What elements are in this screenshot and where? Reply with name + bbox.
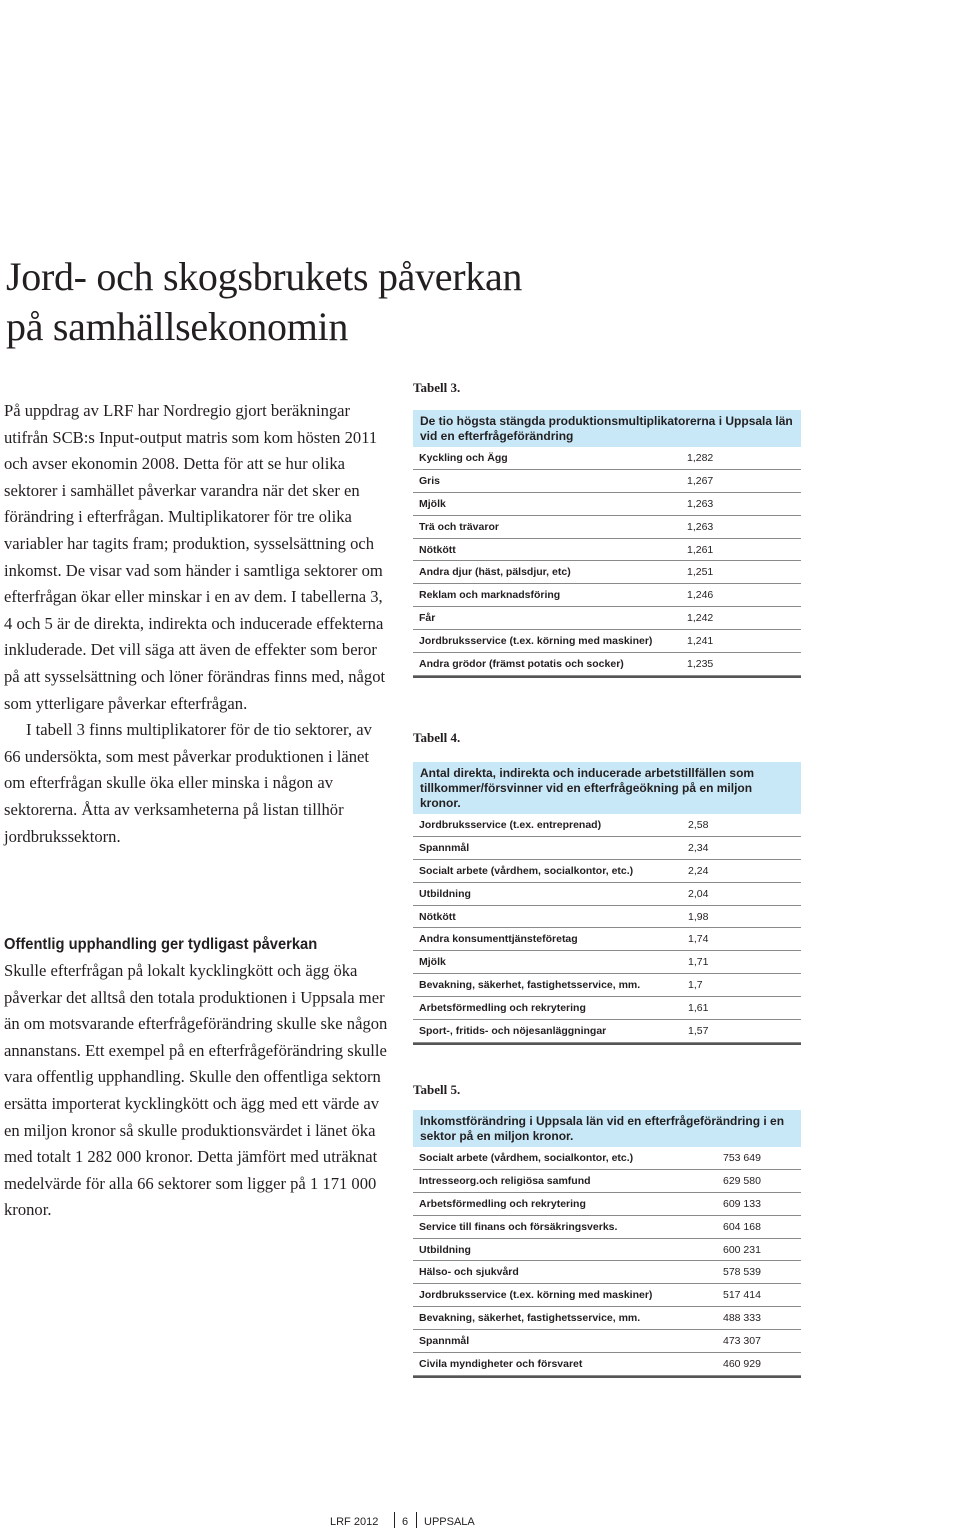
table5 (413, 1110, 801, 1378)
table-row (413, 584, 801, 607)
table-row (413, 1239, 801, 1262)
row-label: Socialt arbete (vårdhem, socialkontor, etc.) (419, 864, 634, 877)
table5-label: Tabell 5. (413, 1082, 461, 1097)
table-row (413, 1261, 801, 1284)
intro-paragraph-1: På uppdrag av LRF har Nordregio gjort beräkningar utifrån SCB:s Input-output matris som kom hösten 2011 och avser ekonomin 2008. Detta för att se hur olika sektorer i samhället påverkar varandra när det sker en förändring i efterfrågan. Multiplikatorer för tre olika variabler har tagits fram; produktion, sysselsättning och inkomst. De visar vad som händer i samtliga sektorer om efterfrågan ökar eller minskar i en av dem. I tabellerna 3, 4 och 5 är de direkta, indirekta och inducerade effekterna inkluderade. Det vill säga att även de effekter som beror på att sysselsättning och löner förändras finns med, något som ytterligare påverkar efterfrågan. (4, 401, 386, 713)
table-row (413, 493, 801, 516)
table-row (413, 539, 801, 562)
table3-heading: De tio högsta stängda produktionsmultiplikatorerna i Uppsala län vid en efterfrågeförändring (413, 410, 801, 447)
row-label: Mjölk (419, 956, 446, 969)
table-row (413, 1330, 801, 1353)
row-value: 1,246 (687, 589, 714, 602)
table-row (413, 1307, 801, 1330)
table3-label: Tabell 3. (413, 380, 461, 395)
row-label: Socialt arbete (vårdhem, socialkontor, etc.) (419, 1151, 634, 1164)
row-label: Sport-, fritids- och nöjesanläggningar (419, 1024, 607, 1037)
table-row (413, 653, 801, 676)
row-value: 629 580 (723, 1174, 761, 1187)
row-label: Får (419, 612, 436, 625)
table-row (413, 837, 801, 860)
row-value: 1,71 (688, 956, 709, 969)
row-label: Jordbruksservice (t.ex. körning med maskiner) (419, 635, 653, 648)
table-row (413, 516, 801, 539)
row-label: Andra konsumenttjänsteföretag (419, 933, 578, 946)
row-label: Trä och trävaror (419, 520, 499, 533)
table4 (413, 762, 801, 1045)
row-value: 1,251 (687, 566, 714, 579)
table-row (413, 1147, 801, 1170)
table-row (413, 1020, 801, 1043)
row-value: 1,7 (688, 979, 703, 992)
row-value: 517 414 (723, 1289, 761, 1302)
row-label: Kyckling och Ägg (419, 451, 508, 464)
table-row (413, 814, 801, 837)
row-label: Bevakning, säkerhet, fastighetsservice, mm. (419, 979, 641, 992)
table-row (413, 447, 801, 470)
page-title-line2: på samhällsekonomin (6, 304, 349, 349)
section-body: Skulle efterfrågan på lokalt kycklingkött och ägg öka påverkar det alltså den totala produktionen i Uppsala mer än om motsvarande efterfrågeförändring skulle ske någon annanstans. Ett exempel på en efterfrågeförändring skulle vara offentlig upphandling. Skulle den offentliga sektorn ersätta importerat kycklingkött och ägg med ett värde av en miljon kronor så skulle produktionsvärdet i länet öka med totalt 1 282 000 kronor. Detta jämfört med uträknat medelvärde för alla 66 sektorer som ligger på 1 171 000 kronor. (4, 961, 388, 1220)
table-row (413, 561, 801, 584)
row-value: 1,57 (688, 1024, 709, 1037)
row-label: Arbetsförmedling och rekrytering (419, 1002, 586, 1015)
table-row (413, 997, 801, 1020)
table-row (413, 860, 801, 883)
table3-body (413, 447, 801, 678)
table-row (413, 470, 801, 493)
footer-region: UPPSALA (424, 1516, 475, 1528)
row-value: 1,282 (687, 451, 714, 464)
row-value: 1,241 (687, 635, 714, 648)
table-row (413, 1284, 801, 1307)
row-value: 488 333 (723, 1312, 761, 1325)
row-value: 1,74 (688, 933, 709, 946)
table-row (413, 1353, 801, 1376)
intro-paragraph-2: I tabell 3 finns multiplikatorer för de tio sektorer, av 66 undersökta, som mest påverkar produktionen i länet om efterfrågan skulle öka eller minska i någon av sektorerna. Åtta av verksamheterna på listan tillhör jordbrukssektorn. (4, 720, 372, 846)
row-label: Nötkött (419, 543, 456, 556)
row-value: 1,61 (688, 1002, 709, 1015)
row-label: Reklam och marknadsföring (419, 589, 561, 602)
table-row (413, 883, 801, 906)
row-value: 2,58 (688, 818, 709, 831)
table-row (413, 630, 801, 653)
table-row (413, 928, 801, 951)
row-label: Hälso- och sjukvård (419, 1266, 519, 1279)
row-label: Utbildning (419, 1243, 471, 1256)
row-value: 2,04 (688, 887, 709, 900)
row-value: 1,98 (688, 910, 709, 923)
table4-heading: Antal direkta, indirekta och inducerade arbetstillfällen som tillkommer/försvinner vid en efterfrågeökning på en miljon kronor. (413, 762, 801, 814)
row-value: 460 929 (723, 1357, 761, 1370)
intro-text (4, 398, 392, 850)
row-value: 2,24 (688, 864, 709, 877)
row-value: 1,267 (687, 474, 714, 487)
row-value: 1,261 (687, 543, 714, 556)
table3 (413, 410, 801, 678)
row-label: Service till finans och försäkringsverks. (419, 1220, 618, 1233)
row-value: 578 539 (723, 1266, 761, 1279)
page-title-line1: Jord- och skogsbrukets påverkan (6, 254, 523, 299)
row-label: Arbetsförmedling och rekrytering (419, 1197, 586, 1210)
row-value: 1,263 (687, 520, 714, 533)
row-value: 1,242 (687, 612, 714, 625)
row-label: Andra grödor (främst potatis och socker) (419, 657, 624, 670)
row-label: Intresseorg.och religiösa samfund (419, 1174, 591, 1187)
row-value: 473 307 (723, 1335, 761, 1348)
row-label: Andra djur (häst, pälsdjur, etc) (419, 566, 571, 579)
row-label: Civila myndigheter och försvaret (419, 1357, 583, 1370)
footer-divider (416, 1512, 417, 1528)
row-value: 609 133 (723, 1197, 761, 1210)
table-row (413, 1193, 801, 1216)
row-label: Jordbruksservice (t.ex. entreprenad) (419, 818, 602, 831)
page-number: 6 (402, 1516, 409, 1528)
table5-heading: Inkomstförändring i Uppsala län vid en efterfrågeförändring i en sektor på en miljon kronor. (413, 1110, 801, 1147)
table-row (413, 951, 801, 974)
row-value: 753 649 (723, 1151, 761, 1164)
table4-label: Tabell 4. (413, 730, 461, 745)
footer-divider (394, 1512, 395, 1528)
table4-body (413, 814, 801, 1045)
row-value: 1,263 (687, 497, 714, 510)
row-label: Gris (419, 474, 441, 487)
page-title (6, 252, 626, 352)
row-label: Utbildning (419, 887, 471, 900)
row-label: Mjölk (419, 497, 446, 510)
footer-publisher: LRF 2012 (330, 1516, 379, 1528)
table5-body (413, 1147, 801, 1378)
row-value: 600 231 (723, 1243, 761, 1256)
row-label: Spannmål (419, 1335, 470, 1348)
section-public-procurement (4, 932, 392, 1224)
row-label: Jordbruksservice (t.ex. körning med maskiner) (419, 1289, 653, 1302)
row-value: 604 168 (723, 1220, 761, 1233)
table-row (413, 974, 801, 997)
row-label: Spannmål (419, 841, 470, 854)
table-row (413, 607, 801, 630)
table-row (413, 1170, 801, 1193)
row-value: 1,235 (687, 657, 714, 670)
row-label: Bevakning, säkerhet, fastighetsservice, mm. (419, 1312, 641, 1325)
section-heading: Offentlig upphandling ger tydligast påverkan (4, 936, 318, 953)
table-row (413, 906, 801, 929)
row-value: 2,34 (688, 841, 709, 854)
row-label: Nötkött (419, 910, 456, 923)
table-row (413, 1216, 801, 1239)
